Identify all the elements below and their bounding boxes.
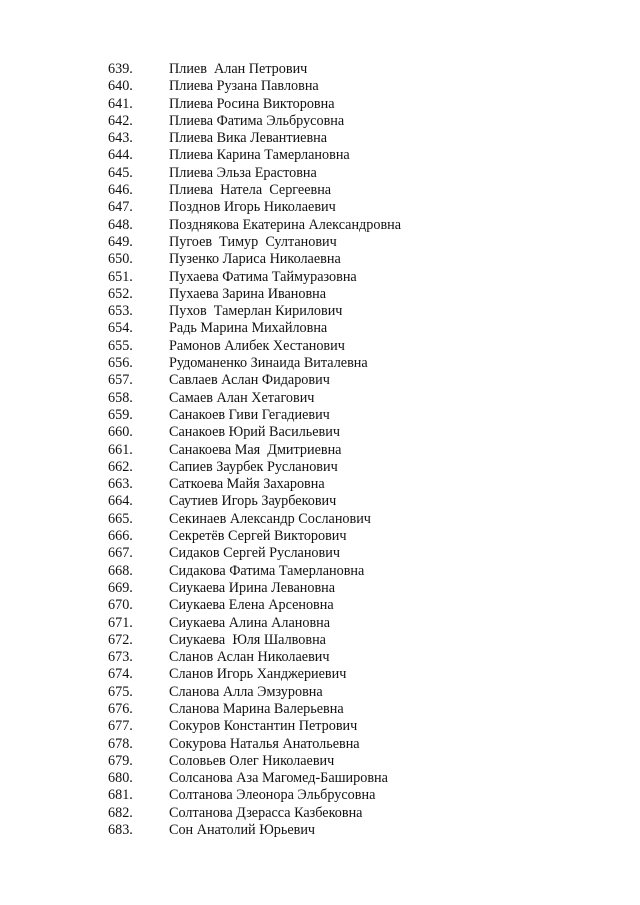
list-item — [0, 147, 640, 164]
list-item — [0, 234, 640, 251]
list-item — [0, 805, 640, 822]
entry-number: 652. — [108, 285, 133, 302]
list-item — [0, 442, 640, 459]
entry-name: Сиукаева Елена Арсеновна — [169, 597, 334, 614]
entry-number: 673. — [108, 649, 133, 666]
entry-name: Сон Анатолий Юрьевич — [169, 822, 316, 839]
list-item — [0, 61, 640, 78]
entry-number: 671. — [108, 614, 133, 631]
entry-name: Сапиев Заурбек Русланович — [169, 458, 338, 475]
list-item — [0, 684, 640, 701]
entry-name: Радь Марина Михайловна — [169, 320, 328, 337]
list-item — [0, 199, 640, 216]
list-item — [0, 649, 640, 666]
entry-name: Сланов Аслан Николаевич — [169, 649, 330, 666]
entry-name: Пузенко Лариса Николаевна — [169, 251, 341, 268]
list-item — [0, 130, 640, 147]
entry-number: 668. — [108, 562, 133, 579]
list-item — [0, 701, 640, 718]
list-item — [0, 528, 640, 545]
entry-name: Санакоев Юрий Васильевич — [169, 424, 340, 441]
entry-name: Позднякова Екатерина Александровна — [169, 216, 402, 233]
entry-number: 643. — [108, 130, 133, 147]
entry-number: 683. — [108, 822, 133, 839]
list-item — [0, 390, 640, 407]
entry-name: Сиукаева Ирина Левановна — [169, 579, 336, 596]
list-item — [0, 251, 640, 268]
entry-name: Плиева Натела Сергеевна — [169, 182, 332, 199]
entry-number: 653. — [108, 303, 133, 320]
entry-number: 656. — [108, 355, 133, 372]
entry-name: Сланова Алла Эмзуровна — [169, 683, 323, 700]
list-item — [0, 303, 640, 320]
list-item — [0, 666, 640, 683]
entry-number: 667. — [108, 545, 133, 562]
list-item — [0, 217, 640, 234]
entry-name: Сокурова Наталья Анатольевна — [169, 735, 360, 752]
entry-name: Самаев Алан Хетагович — [169, 389, 315, 406]
list-item — [0, 320, 640, 337]
entry-name: Пухаева Фатима Таймуразовна — [169, 268, 357, 285]
list-item — [0, 736, 640, 753]
list-item — [0, 424, 640, 441]
entry-name: Пугоев Тимур Султанович — [169, 233, 337, 250]
list-item — [0, 355, 640, 372]
entry-name: Савлаев Аслан Фидарович — [169, 372, 330, 389]
entry-name: Пухаева Зарина Ивановна — [169, 285, 327, 302]
entry-number: 641. — [108, 95, 133, 112]
entry-number: 645. — [108, 164, 133, 181]
list-item — [0, 563, 640, 580]
entry-number: 659. — [108, 406, 133, 423]
list-item — [0, 269, 640, 286]
list-item — [0, 753, 640, 770]
list-item — [0, 597, 640, 614]
entry-name: Саткоева Майя Захаровна — [169, 476, 325, 493]
list-item — [0, 787, 640, 804]
entry-number: 661. — [108, 441, 133, 458]
entry-name: Саутиев Игорь Заурбекович — [169, 493, 337, 510]
entry-name: Рудоманенко Зинаида Виталевна — [169, 355, 368, 372]
entry-name: Санакоев Гиви Гегадиевич — [169, 406, 330, 423]
entry-name: Сланова Марина Валерьевна — [169, 700, 344, 717]
entry-number: 681. — [108, 787, 133, 804]
entry-name: Сиукаева Алина Алановна — [169, 614, 331, 631]
list-item — [0, 338, 640, 355]
entry-number: 674. — [108, 666, 133, 683]
entry-name: Сланов Игорь Ханджериевич — [169, 666, 347, 683]
list-item — [0, 615, 640, 632]
entry-number: 680. — [108, 770, 133, 787]
list-item — [0, 476, 640, 493]
entry-name: Плиева Росина Викторовна — [169, 95, 335, 112]
list-item — [0, 545, 640, 562]
entry-number: 651. — [108, 268, 133, 285]
entry-name: Плиев Алан Петрович — [169, 61, 308, 77]
list-item — [0, 511, 640, 528]
entry-number: 646. — [108, 182, 133, 199]
entry-number: 666. — [108, 528, 133, 545]
list-item — [0, 718, 640, 735]
list-item — [0, 632, 640, 649]
list-item — [0, 113, 640, 130]
entry-number: 649. — [108, 233, 133, 250]
list-item — [0, 96, 640, 113]
entry-number: 644. — [108, 147, 133, 164]
entry-name: Секретёв Сергей Викторович — [169, 528, 347, 545]
entry-number: 665. — [108, 510, 133, 527]
entry-name: Сиукаева Юля Шалвовна — [169, 631, 326, 648]
entry-number: 677. — [108, 718, 133, 735]
entry-name: Плиева Фатима Эльбрусовна — [169, 112, 345, 129]
entry-number: 670. — [108, 597, 133, 614]
entry-name: Плиева Вика Левантиевна — [169, 130, 328, 147]
entry-number: 679. — [108, 752, 133, 769]
entry-number: 672. — [108, 631, 133, 648]
entry-number: 663. — [108, 476, 133, 493]
entry-number: 642. — [108, 112, 133, 129]
list-item — [0, 78, 640, 95]
entry-number: 676. — [108, 700, 133, 717]
entry-name: Пухов Тамерлан Кирилович — [169, 303, 343, 320]
entry-name: Сокуров Константин Петрович — [169, 718, 358, 735]
entry-name: Солтанова Дзерасса Казбековна — [169, 804, 363, 821]
entry-number: 640. — [108, 78, 133, 95]
entry-name: Рамонов Алибек Хестанович — [169, 337, 345, 354]
list-item — [0, 286, 640, 303]
entry-name: Соловьев Олег Николаевич — [169, 752, 335, 769]
list-item — [0, 372, 640, 389]
entry-number: 675. — [108, 683, 133, 700]
entry-number: 678. — [108, 735, 133, 752]
entry-name: Секинаев Александр Сосланович — [169, 510, 371, 527]
entry-number: 669. — [108, 579, 133, 596]
entry-number: 639. — [108, 61, 133, 77]
list-item — [0, 407, 640, 424]
entry-number: 660. — [108, 424, 133, 441]
entry-name: Плиева Рузана Павловна — [169, 78, 319, 95]
entry-number: 658. — [108, 389, 133, 406]
entry-number: 647. — [108, 199, 133, 216]
entry-number: 650. — [108, 251, 133, 268]
list-item — [0, 822, 640, 839]
entry-name: Санакоева Мая Дмитриевна — [169, 441, 342, 458]
list-item — [0, 459, 640, 476]
entry-number: 657. — [108, 372, 133, 389]
entry-name: Солсанова Аза Магомед-Башировна — [169, 770, 388, 787]
list-item — [0, 182, 640, 199]
entry-number: 664. — [108, 493, 133, 510]
entry-name: Солтанова Элеонора Эльбрусовна — [169, 787, 376, 804]
entry-name: Позднов Игорь Николаевич — [169, 199, 336, 216]
entry-name: Плиева Карина Тамерлановна — [169, 147, 350, 164]
entry-number: 648. — [108, 216, 133, 233]
entry-name: Плиева Эльза Ерастовна — [169, 164, 317, 181]
name-list — [0, 61, 640, 839]
list-item — [0, 493, 640, 510]
entry-number: 654. — [108, 320, 133, 337]
list-item — [0, 580, 640, 597]
entry-name: Сидакова Фатима Тамерлановна — [169, 562, 365, 579]
entry-number: 682. — [108, 804, 133, 821]
list-item — [0, 770, 640, 787]
entry-number: 655. — [108, 337, 133, 354]
entry-number: 662. — [108, 458, 133, 475]
list-item — [0, 165, 640, 182]
entry-name: Сидаков Сергей Русланович — [169, 545, 340, 562]
